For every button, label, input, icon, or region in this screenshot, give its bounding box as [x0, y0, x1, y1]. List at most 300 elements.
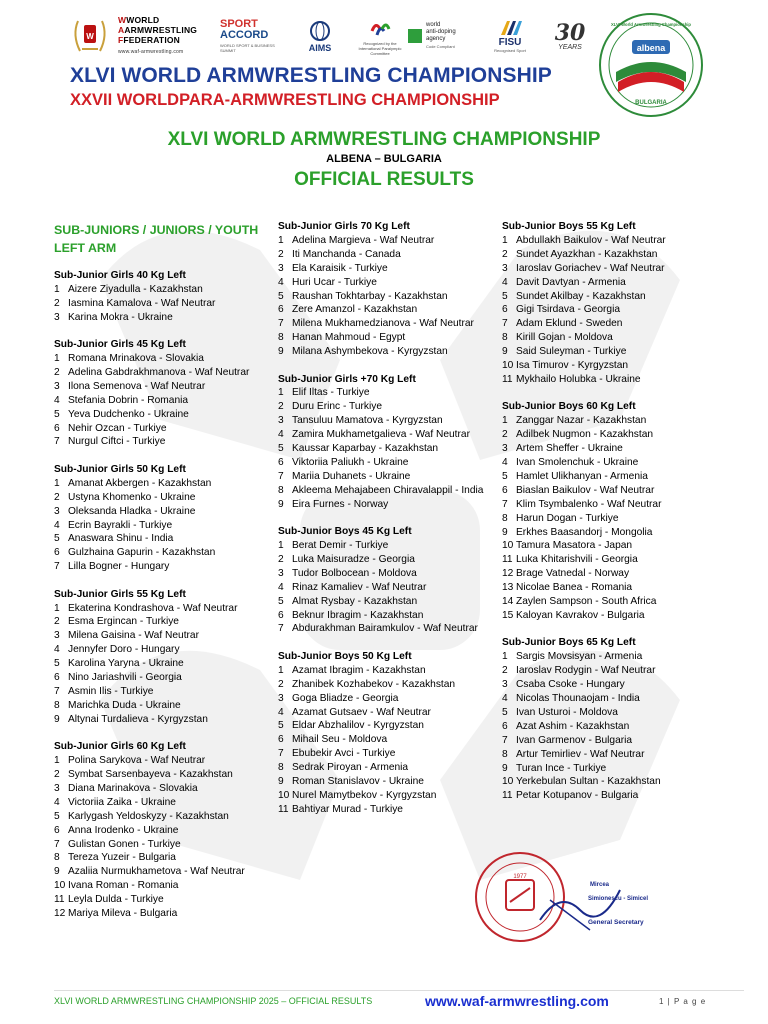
result-row: [278, 539, 493, 553]
result-row: [54, 546, 270, 560]
result-row: [502, 720, 732, 734]
place-number: 1: [54, 353, 60, 365]
place-number: 8: [502, 512, 508, 524]
place-number: 9: [502, 346, 508, 358]
result-row: [54, 491, 270, 505]
result-row: [502, 414, 732, 428]
place-number: 2: [502, 429, 508, 441]
place-number: 6: [502, 304, 508, 316]
result-row: [502, 442, 732, 456]
category-heading: Sub-Junior Girls 55 Kg Left: [54, 588, 186, 600]
athlete-name: Ekaterina Kondrashova - Waf Neutrar: [68, 602, 238, 614]
category-heading: Sub-Junior Girls 60 Kg Left: [54, 741, 186, 753]
place-number: 5: [278, 720, 284, 732]
athlete-name: Ivan Usturoi - Moldova: [516, 706, 618, 718]
result-row: [278, 248, 493, 262]
athlete-name: Nehir Ozcan - Turkiye: [68, 422, 167, 434]
wada-line-1: world: [426, 22, 441, 28]
aims-logo[interactable]: [302, 12, 338, 60]
place-number: 3: [54, 380, 60, 392]
place-number: 11: [502, 373, 513, 385]
place-number: 7: [54, 838, 60, 850]
result-row: [278, 567, 493, 581]
athlete-name: Leyla Dulda - Turkiye: [68, 894, 164, 906]
result-row: [54, 685, 270, 699]
place-number: 1: [54, 283, 60, 295]
place-number: 8: [278, 332, 284, 344]
athlete-name: Roman Stanislavov - Ukraine: [292, 776, 424, 788]
athlete-name: Artur Temirliev - Waf Neutrar: [516, 748, 645, 760]
category-heading: Sub-Junior Boys 55 Kg Left: [502, 221, 636, 232]
place-number: 3: [502, 262, 508, 274]
place-number: 3: [54, 505, 60, 517]
athlete-name: Iaroslav Goriachev - Waf Neutrar: [516, 262, 665, 274]
result-row: [502, 317, 732, 331]
athlete-name: Mykhailo Holubka - Ukraine: [516, 373, 641, 385]
athlete-name: Milena Gaisina - Waf Neutrar: [68, 630, 199, 642]
sponsor-logos: [70, 12, 610, 60]
result-row: [278, 456, 493, 470]
athlete-name: Nino Jariashvili - Georgia: [68, 672, 182, 684]
athlete-name: Raushan Tokhtarbay - Kazakhstan: [292, 290, 448, 302]
athlete-name: Tudor Bolbocean - Moldova: [292, 567, 417, 579]
result-row: [502, 248, 732, 262]
place-number: 5: [278, 443, 284, 455]
athlete-name: Lilla Bogner - Hungary: [68, 561, 170, 573]
result-row: [278, 345, 493, 359]
result-row: [502, 734, 732, 748]
athlete-name: Adilbek Nugmon - Kazakhstan: [516, 429, 654, 441]
result-row: [54, 283, 270, 297]
waf-line-3: FEDERATION: [123, 35, 181, 45]
category-heading: Sub-Junior Boys 65 Kg Left: [502, 637, 636, 649]
years-label: YEARS: [558, 43, 582, 51]
result-row: [54, 629, 270, 643]
place-number: 10: [278, 789, 290, 801]
category-block: [278, 373, 493, 512]
athlete-name: Iaroslav Rodygin - Waf Neutrar: [516, 665, 656, 677]
place-number: 8: [502, 748, 508, 760]
place-number: 5: [54, 533, 60, 545]
athlete-name: Almat Rysbay - Kazakhstan: [292, 595, 418, 607]
place-number: 5: [278, 290, 284, 302]
place-number: 8: [278, 484, 284, 496]
place-number: 1: [502, 234, 508, 246]
place-number: 5: [502, 706, 508, 718]
athlete-name: Altynai Turdalieva - Kyrgyzstan: [68, 713, 208, 725]
place-number: 10: [502, 776, 514, 788]
result-row: [502, 456, 732, 470]
official-results-title: OFFICIAL RESULTS: [294, 169, 474, 190]
athlete-name: Hanan Mahmoud - Egypt: [292, 332, 406, 344]
athlete-name: Zaylen Sampson - South Africa: [516, 596, 657, 608]
result-row: [54, 782, 270, 796]
athlete-name: Csaba Csoke - Hungary: [516, 679, 625, 691]
athlete-name: Huri Ucar - Turkiye: [292, 276, 377, 288]
athlete-name: Petar Kotupanov - Bulgaria: [516, 790, 639, 802]
waf-line-1: WORLD: [126, 15, 160, 25]
place-number: 5: [502, 290, 508, 302]
paralympic-caption: Recognized by the International Paralympic Committee: [358, 40, 402, 56]
place-number: 9: [54, 713, 60, 725]
athlete-name: Ebubekir Avci - Turkiye: [292, 748, 396, 760]
fisu-label: FISU: [498, 37, 522, 48]
result-row: [54, 435, 270, 449]
athlete-name: Karolina Yaryna - Ukraine: [68, 658, 184, 670]
sport-accord-line-2: ACCORD: [220, 29, 269, 41]
place-number: 3: [502, 443, 508, 455]
athlete-name: Ustyna Khomenko - Ukraine: [68, 491, 196, 503]
athlete-name: Sedrak Piroyan - Armenia: [292, 762, 409, 774]
place-number: 1: [278, 664, 284, 676]
footer-website-link[interactable]: www.waf-armwrestling.com: [425, 993, 609, 1009]
result-row: [54, 865, 270, 879]
athlete-name: Harun Dogan - Turkiye: [516, 512, 619, 524]
result-row: [54, 851, 270, 865]
category-block: [502, 636, 732, 803]
category-block: [54, 740, 270, 921]
place-number: 6: [54, 824, 60, 836]
place-number: 8: [54, 699, 60, 711]
athlete-name: Esma Ergincan - Turkiye: [68, 616, 179, 628]
athlete-name: Kaussar Kaparbay - Kazakhstan: [292, 443, 439, 455]
place-number: 9: [278, 346, 284, 358]
athlete-name: Luka Khitarishvili - Georgia: [516, 554, 638, 566]
signature-name-2: Simionescu - Simicel: [588, 896, 649, 902]
result-row: [502, 470, 732, 484]
result-row: [278, 428, 493, 442]
result-row: [502, 331, 732, 345]
place-number: 3: [278, 692, 284, 704]
result-row: [502, 290, 732, 304]
place-number: 7: [502, 498, 508, 510]
athlete-name: Ivan Smolenchuk - Ukraine: [516, 457, 639, 468]
place-number: 2: [502, 248, 508, 260]
athlete-name: Symbat Sarsenbayeva - Kazakhstan: [68, 769, 233, 780]
athlete-name: Zere Amanzol - Kazakhstan: [292, 304, 418, 316]
place-number: 6: [502, 484, 508, 496]
place-number: 2: [54, 491, 60, 503]
result-row: [278, 761, 493, 775]
athlete-name: Artem Sheffer - Ukraine: [516, 443, 623, 455]
paralympic-logo[interactable]: [355, 12, 405, 60]
result-row: [278, 276, 493, 290]
athlete-name: Gulistan Gonen - Turkiye: [68, 838, 181, 850]
waf-laurel-icon: [70, 15, 110, 57]
result-row: [502, 303, 732, 317]
result-row: [278, 400, 493, 414]
result-row: [502, 748, 732, 762]
result-row: [54, 422, 270, 436]
result-row: [278, 484, 488, 498]
place-number: 5: [54, 658, 60, 670]
athlete-name: Eira Furnes - Norway: [292, 498, 389, 510]
athlete-name: Diana Marinakova - Slovakia: [68, 782, 198, 794]
athlete-name: Karina Mokra - Ukraine: [68, 311, 173, 323]
athlete-name: Said Suleyman - Turkiye: [516, 346, 627, 358]
athlete-name: Tereza Yuzeir - Bulgaria: [68, 852, 176, 864]
place-number: 3: [278, 567, 284, 579]
place-number: 4: [502, 457, 508, 468]
result-row: [278, 470, 493, 484]
athlete-name: Polina Sarykova - Waf Neutrar: [68, 755, 206, 767]
athlete-name: Ecrin Bayrakli - Turkiye: [68, 519, 173, 531]
result-row: [54, 643, 270, 657]
place-number: 4: [54, 644, 60, 656]
seal-ring-text: XLVI World Armwrestling Championship: [611, 22, 691, 27]
place-number: 4: [278, 706, 284, 718]
place-number: 3: [278, 415, 284, 427]
athlete-name: Abdullakh Baikulov - Waf Neutrar: [516, 234, 666, 246]
athlete-name: Eldar Abzhalilov - Kyrgyzstan: [292, 720, 424, 732]
place-number: 7: [278, 470, 284, 482]
category-block: [54, 463, 270, 574]
place-number: 4: [278, 429, 284, 441]
category-block: [278, 220, 493, 359]
athlete-name: Bahtiyar Murad - Turkiye: [292, 803, 403, 815]
athlete-name: Milana Ashymbekova - Kyrgyzstan: [292, 346, 448, 358]
athlete-name: Asmin Ilis - Turkiye: [68, 685, 154, 697]
place-number: 9: [502, 526, 508, 538]
result-row: [502, 567, 732, 581]
place-number: 2: [278, 401, 284, 413]
athlete-name: Romana Mrinakova - Slovakia: [68, 353, 204, 365]
result-row: [502, 484, 732, 498]
athlete-name: Erkhes Baasandorj - Mongolia: [516, 526, 653, 538]
result-row: [54, 796, 270, 810]
category-heading: Sub-Junior Girls 50 Kg Left: [54, 463, 186, 475]
place-number: 2: [54, 297, 60, 309]
sport-accord-logo[interactable]: [220, 12, 280, 60]
category-block: [54, 269, 270, 325]
category-heading: Sub-Junior Boys 60 Kg Left: [502, 401, 636, 413]
place-number: 11: [502, 790, 513, 802]
place-number: 7: [502, 318, 508, 330]
place-number: 15: [502, 609, 514, 621]
result-row: [54, 671, 270, 685]
wada-tagline: Code Compliant: [426, 44, 455, 49]
place-number: 4: [502, 693, 508, 704]
30-years-logo[interactable]: [545, 12, 595, 60]
fisu-swoosh-icon: [497, 19, 523, 37]
athlete-name: Brage Vatnedal - Norway: [516, 568, 630, 580]
result-row: [54, 768, 270, 782]
waf-stamp-signature: [470, 850, 654, 945]
place-number: 3: [502, 679, 508, 691]
fisu-tagline: Recognised Sport: [494, 48, 526, 53]
athlete-name: Viktoriia Paliukh - Ukraine: [292, 457, 409, 468]
wada-logo[interactable]: [408, 12, 476, 60]
athlete-name: Iti Manchanda - Canada: [292, 248, 401, 260]
athlete-name: Marichka Duda - Ukraine: [68, 699, 181, 711]
athlete-name: Zamira Mukhametgalieva - Waf Neutrar: [292, 429, 470, 441]
place-number: 7: [54, 685, 60, 697]
result-row: [278, 789, 493, 803]
years-number: 30: [554, 19, 586, 46]
result-row: [54, 907, 270, 921]
waf-line-2: ARMWRESTLING: [124, 25, 198, 35]
athlete-name: Anaswara Shinu - India: [68, 533, 174, 545]
result-row: [502, 498, 732, 512]
page-title: XLVI WORLD ARMWRESTLING CHAMPIONSHIP: [167, 129, 601, 150]
place-number: 6: [278, 609, 284, 621]
place-number: 1: [278, 234, 284, 246]
place-number: 1: [502, 415, 508, 427]
place-number: 3: [54, 630, 60, 642]
place-number: 2: [54, 366, 60, 378]
result-row: [502, 706, 732, 720]
athlete-name: Zhanibek Kozhabekov - Kazakhstan: [292, 678, 456, 690]
championship-seal: [598, 12, 704, 118]
sport-accord-tagline: WORLD SPORT & BUSINESS SUMMIT: [220, 43, 275, 53]
place-number: 3: [54, 782, 60, 794]
athlete-name: Sundet Ayazkhan - Kazakhstan: [516, 248, 658, 260]
place-number: 4: [54, 519, 60, 531]
place-number: 4: [502, 276, 508, 288]
result-row: [54, 657, 270, 671]
athlete-name: Ilona Semenova - Waf Neutrar: [68, 380, 206, 392]
athlete-name: Rinaz Kamaliev - Waf Neutrar: [292, 581, 427, 593]
result-row: [54, 532, 270, 546]
athlete-name: Adelina Margieva - Waf Neutrar: [292, 234, 435, 246]
result-row: [278, 553, 493, 567]
place-number: 11: [278, 803, 289, 815]
aims-globe-icon: [309, 20, 331, 42]
athlete-name: Berat Demir - Turkiye: [292, 540, 389, 552]
signature-name-1: Mircea: [590, 882, 610, 888]
athlete-name: Gigi Tsirdava - Georgia: [516, 304, 620, 316]
athlete-name: Azamat Ibragim - Kazakhstan: [292, 664, 426, 676]
banner-title-1: XLVI WORLD ARMWRESTLING CHAMPIONSHIP: [70, 64, 552, 87]
waf-url-small: www.waf-armwrestling.com: [118, 49, 184, 55]
place-number: 5: [278, 595, 284, 607]
result-row: [502, 581, 732, 595]
place-number: 5: [502, 470, 508, 482]
place-number: 4: [54, 394, 60, 406]
place-number: 7: [502, 734, 508, 746]
athlete-name: Kaloyan Kavrakov - Bulgaria: [516, 609, 645, 621]
athlete-name: Nurel Mamytbekov - Kyrgyzstan: [292, 789, 437, 801]
result-row: [502, 276, 732, 290]
result-row: [278, 622, 488, 636]
place-number: 2: [278, 553, 284, 565]
athlete-name: Iasmina Kamalova - Waf Neutrar: [68, 297, 216, 309]
athlete-name: Adelina Gabdrakhmanova - Waf Neutrar: [68, 366, 250, 378]
result-row: [54, 477, 270, 491]
result-row: [278, 609, 493, 623]
result-row: [54, 810, 270, 824]
athlete-name: Gulzhaina Gapurin - Kazakhstan: [68, 547, 216, 559]
result-row: [502, 539, 732, 553]
athlete-name: Yeva Dudchenko - Ukraine: [68, 408, 189, 420]
athlete-name: Milena Mukhamedzianova - Waf Neutrar: [292, 318, 474, 330]
place-number: 1: [54, 602, 60, 614]
athlete-name: Nicolae Banea - Romania: [516, 582, 633, 594]
result-row: [54, 311, 270, 325]
category-heading: Sub-Junior Girls 40 Kg Left: [54, 270, 186, 281]
category-block: [54, 588, 270, 727]
athlete-name: Zanggar Nazar - Kazakhstan: [516, 415, 647, 427]
result-row: [278, 706, 493, 720]
result-row: [54, 838, 270, 852]
result-row: [278, 442, 493, 456]
athlete-name: Sundet Akilbay - Kazakhstan: [516, 290, 646, 302]
place-number: 1: [278, 540, 284, 552]
athlete-name: Yerkebulan Sultan - Kazakhstan: [516, 776, 661, 788]
result-row: [502, 512, 732, 526]
place-number: 6: [502, 720, 508, 732]
place-number: 9: [502, 762, 508, 774]
result-row: [54, 754, 270, 768]
category-block: [278, 525, 493, 636]
result-row: [278, 803, 493, 817]
place-number: 1: [54, 477, 60, 489]
athlete-name: Tansuluu Mamatova - Kyrgyzstan: [292, 415, 443, 427]
result-row: [54, 615, 270, 629]
section-heading-line-2: LEFT ARM: [54, 241, 117, 255]
result-row: [502, 526, 732, 540]
result-row: [278, 331, 493, 345]
athlete-name: Isa Timurov - Kyrgyzstan: [516, 360, 629, 372]
place-number: 2: [278, 678, 284, 690]
result-row: [278, 719, 493, 733]
place-number: 8: [502, 332, 508, 344]
place-number: 5: [54, 408, 60, 420]
place-number: 10: [502, 360, 514, 372]
result-row: [278, 317, 493, 331]
athlete-name: Duru Erinc - Turkiye: [292, 401, 383, 413]
result-row: [54, 879, 270, 893]
fisu-logo[interactable]: [490, 12, 530, 60]
result-row: [54, 713, 270, 727]
result-row: [54, 699, 270, 713]
athlete-name: Ivana Roman - Romania: [68, 880, 179, 892]
place-number: 9: [278, 776, 284, 788]
waf-logo[interactable]: W WWORLD AARMWRESTLING FFEDERATION www.waf-armwrestling.com: [70, 12, 200, 60]
result-row: [502, 262, 732, 276]
place-number: 11: [54, 894, 65, 906]
result-row: [502, 775, 732, 789]
footer-divider: [54, 990, 744, 991]
wada-mark-icon: [408, 29, 422, 43]
place-number: 8: [278, 762, 284, 774]
result-row: [54, 519, 270, 533]
category-block: [502, 220, 732, 387]
svg-text:W: W: [86, 32, 94, 41]
place-number: 2: [502, 665, 508, 677]
place-number: 14: [502, 596, 514, 608]
category-heading: Sub-Junior Girls 45 Kg Left: [54, 339, 186, 351]
place-number: 9: [54, 866, 60, 878]
athlete-name: Karlygash Yeldoskyzy - Kazakhstan: [68, 810, 229, 822]
section-heading-line-1: SUB-JUNIORS / JUNIORS / YOUTH: [54, 223, 259, 237]
result-row: [502, 595, 732, 609]
banner-title-2: XXVII WORLDPARA-ARMWRESTLING CHAMPIONSHIP: [70, 91, 500, 109]
place-number: 7: [54, 561, 60, 573]
category-heading: Sub-Junior Girls +70 Kg Left: [278, 373, 416, 385]
athlete-name: Turan Ince - Turkiye: [516, 762, 607, 774]
result-row: [54, 408, 270, 422]
result-row: [54, 602, 270, 616]
place-number: 9: [278, 498, 284, 510]
athlete-name: Ivan Garmenov - Bulgaria: [516, 734, 633, 746]
category-heading: Sub-Junior Boys 50 Kg Left: [278, 650, 412, 662]
athlete-name: Luka Maisuradze - Georgia: [292, 553, 415, 565]
result-row: [502, 650, 732, 664]
category-block: [502, 400, 732, 623]
athlete-name: Nurgul Ciftci - Turkiye: [68, 436, 166, 448]
athlete-name: Akleema Mehajabeen Chiravalappil - India: [292, 484, 484, 496]
